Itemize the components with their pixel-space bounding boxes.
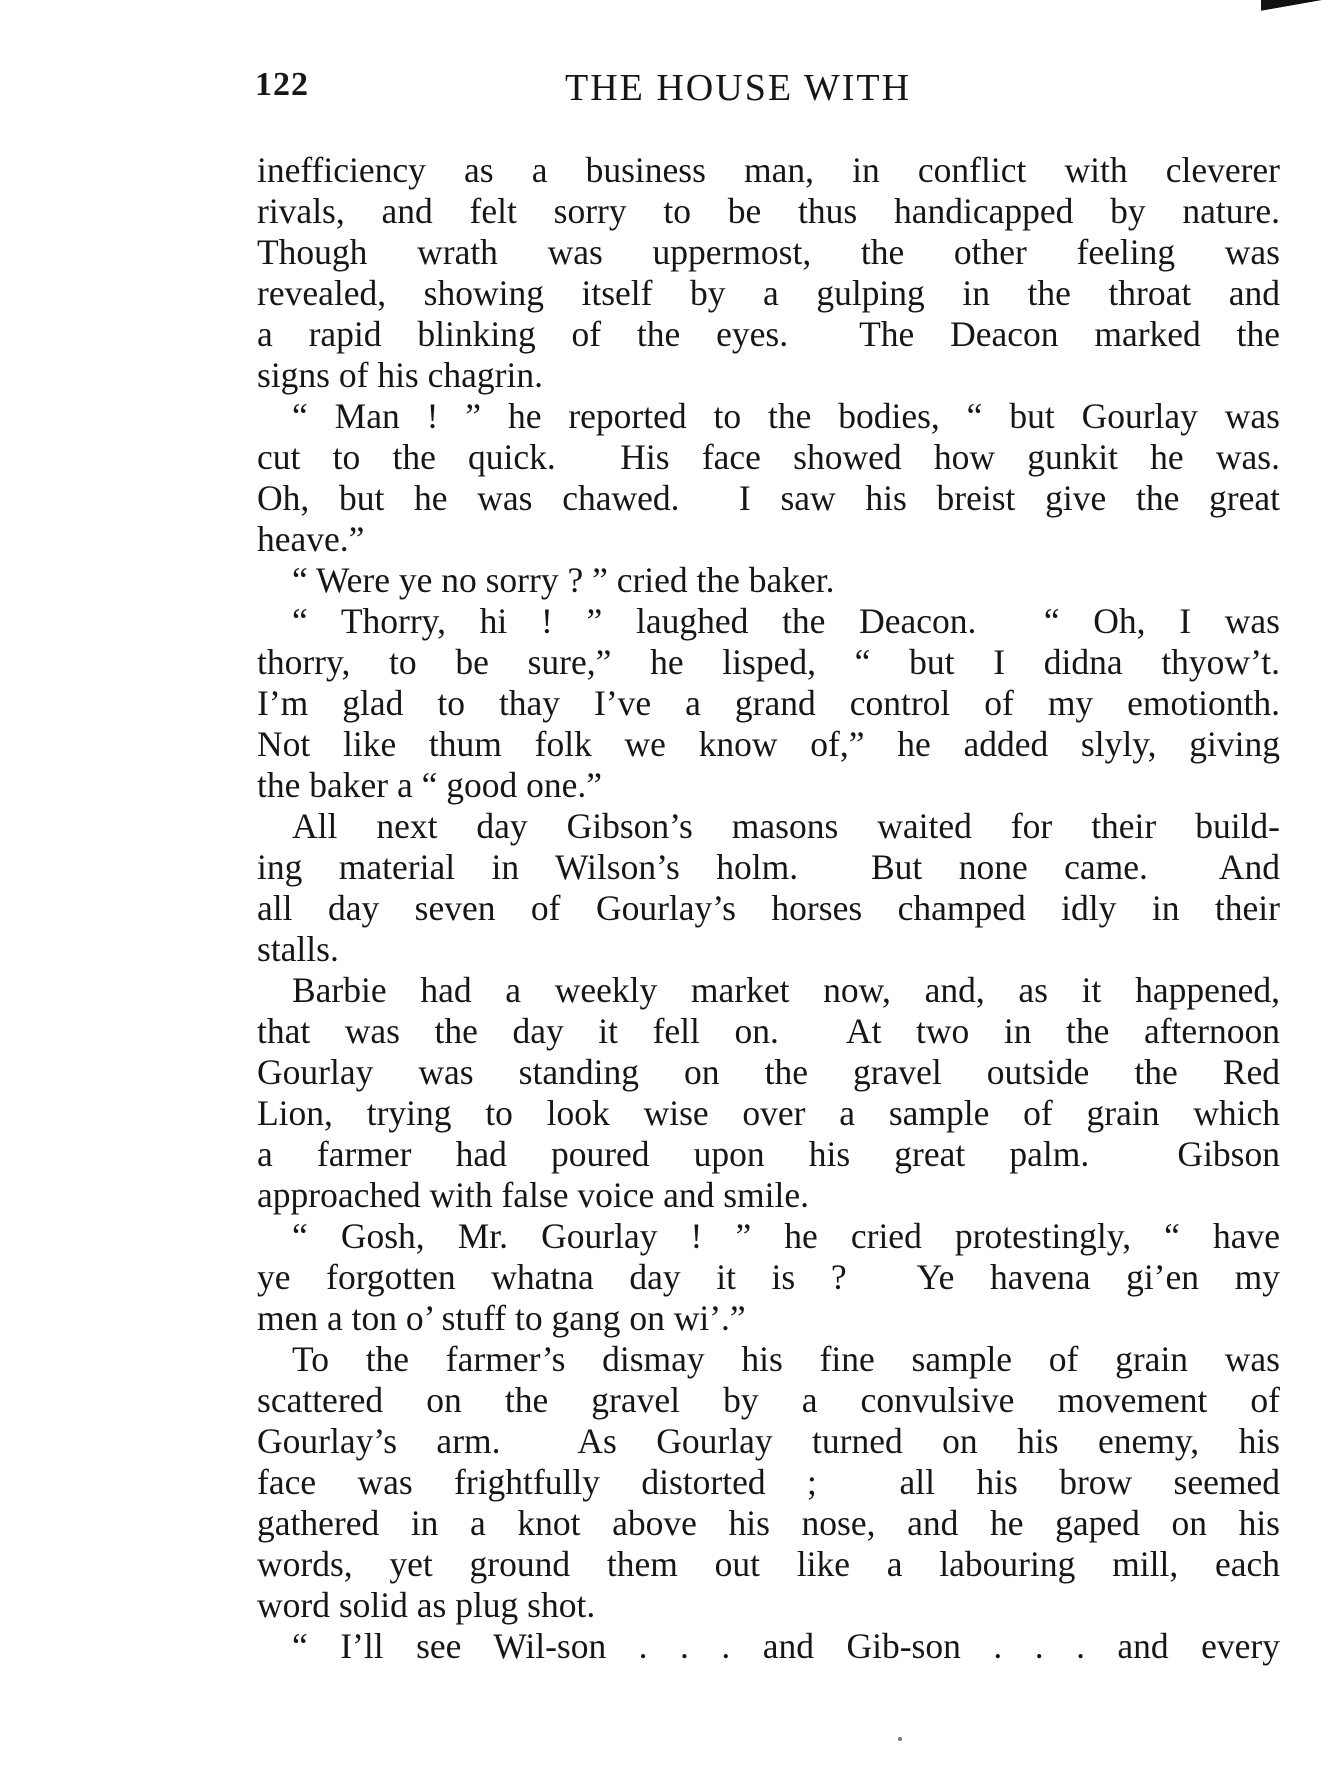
text-line: all day seven of Gourlay’s horses champed idly in their: [257, 888, 1280, 928]
page-corner-mark: [1261, 0, 1331, 18]
text-line: face was frightfully distorted ; all his brow seemed: [257, 1462, 1280, 1502]
page-number: 122: [255, 66, 309, 103]
text-line: rivals, and felt sorry to be thus handicapped by nature.: [257, 191, 1280, 231]
text-line: thorry, to be sure,” he lisped, “ but I didna thyow’t.: [257, 642, 1280, 682]
print-speck: [898, 1737, 902, 1741]
text-line: Lion, trying to look wise over a sample of grain which: [257, 1093, 1280, 1133]
text-line: men a ton o’ stuff to gang on wi’.”: [257, 1298, 746, 1338]
running-title: THE HOUSE WITH: [565, 67, 912, 109]
text-line: Barbie had a weekly market now, and, as it happened,: [292, 970, 1280, 1010]
text-line: ye forgotten whatna day it is ? Ye havena gi’en my: [257, 1257, 1280, 1297]
text-line: a rapid blinking of the eyes. The Deacon marked the: [257, 314, 1280, 354]
text-line: signs of his chagrin.: [257, 355, 543, 395]
text-line: approached with false voice and smile.: [257, 1175, 810, 1215]
text-line: gathered in a knot above his nose, and he gaped on his: [257, 1503, 1280, 1543]
text-line: a farmer had poured upon his great palm. Gibson: [257, 1134, 1280, 1174]
text-line: “ I’ll see Wil-son . . . and Gib-son . . . and every: [292, 1626, 1280, 1666]
text-line: that was the day it fell on. At two in the afternoon: [257, 1011, 1280, 1051]
text-line: scattered on the gravel by a convulsive movement of: [257, 1380, 1280, 1420]
text-line: heave.”: [257, 519, 365, 559]
text-line: “ Were ye no sorry ? ” cried the baker.: [292, 560, 835, 600]
text-line: I’m glad to thay I’ve a grand control of my emotionth.: [257, 683, 1280, 723]
text-line: Gourlay’s arm. As Gourlay turned on his enemy, his: [257, 1421, 1280, 1461]
text-line: words, yet ground them out like a labouring mill, each: [257, 1544, 1280, 1584]
text-line: revealed, showing itself by a gulping in the throat and: [257, 273, 1280, 313]
running-header: [255, 66, 1285, 116]
body-text: [257, 150, 1280, 1667]
text-line: Though wrath was uppermost, the other feeling was: [257, 232, 1280, 272]
text-line: stalls.: [257, 929, 339, 969]
text-line: ing material in Wilson’s holm. But none came. And: [257, 847, 1280, 887]
text-line: Oh, but he was chawed. I saw his breist give the great: [257, 478, 1280, 518]
text-line: Gourlay was standing on the gravel outside the Red: [257, 1052, 1280, 1092]
text-line: inefficiency as a business man, in conflict with cleverer: [257, 150, 1280, 190]
text-line: All next day Gibson’s masons waited for their build-: [292, 806, 1280, 846]
text-line: cut to the quick. His face showed how gunkit he was.: [257, 437, 1280, 477]
text-line: the baker a “ good one.”: [257, 765, 602, 805]
text-line: “ Gosh, Mr. Gourlay ! ” he cried protestingly, “ have: [292, 1216, 1280, 1256]
text-line: To the farmer’s dismay his fine sample of grain was: [292, 1339, 1280, 1379]
text-line: “ Thorry, hi ! ” laughed the Deacon. “ Oh, I was: [292, 601, 1280, 641]
text-line: word solid as plug shot.: [257, 1585, 596, 1625]
text-line: Not like thum folk we know of,” he added slyly, giving: [257, 724, 1280, 764]
text-line: “ Man ! ” he reported to the bodies, “ but Gourlay was: [292, 396, 1280, 436]
